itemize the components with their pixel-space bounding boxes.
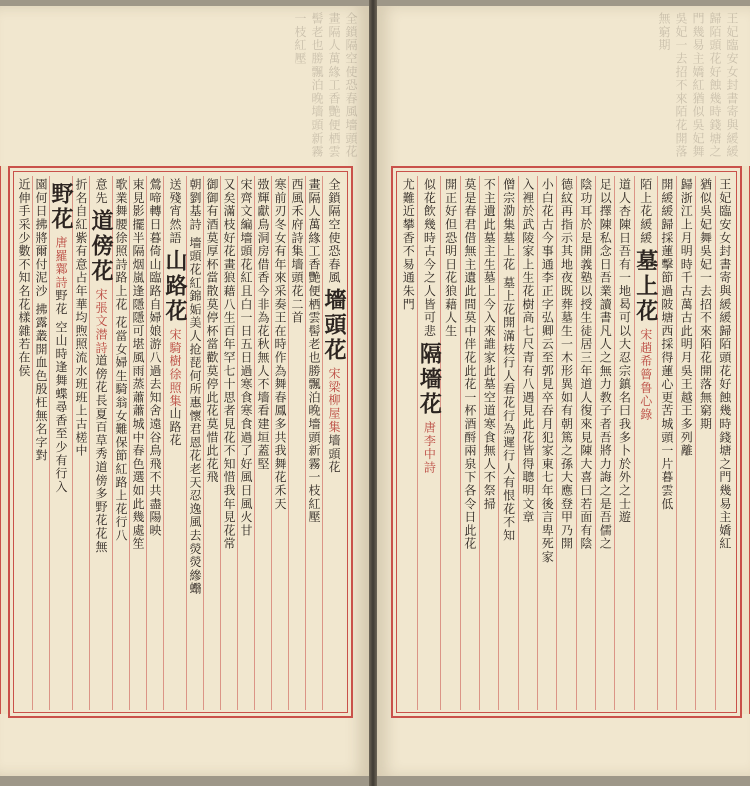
column-text: 開正好但恐明日花狼藉人生: [443, 178, 458, 338]
text-column: [440, 176, 459, 710]
column-text: 歌業舞腰徐照詩路上花 花當女婦生騎翁女難保節紅路上花行八: [114, 178, 128, 543]
text-column: [112, 176, 129, 710]
column-text: 朝劉基詩 墻頭花紅錦姤美人抢琵何所惠懷君恩花老天忍逸風去熒熒縿蠮: [188, 178, 202, 596]
column-text: 歸浙江上月明時千古萬古此明月吳王越王多列離: [679, 178, 694, 458]
column-text: 入裡於武陵家上生花樹高七尺青有八遇見此花皆得聰明文章: [520, 178, 535, 524]
column-text: 王妃臨安女封書寄與緩緩歸陌頭花好蝕幾時錢塘之門幾易主嬌紅: [717, 178, 732, 551]
right-page-columns: [399, 176, 734, 710]
source-note: 宋趙希䉕鲁心錄: [638, 327, 653, 421]
text-column: [537, 176, 556, 710]
source-note: 宋騎樹徐照集: [168, 327, 182, 408]
text-column: [237, 176, 254, 710]
poem-title: 墻頭花: [321, 288, 347, 364]
text-column: [89, 176, 112, 710]
source-note: 唐羅鄴詩: [54, 236, 68, 290]
column-text: 畫隔人萬緣工香艷便栖雲髻老也勝飄泊晚墻頭新霧一枝紅壓: [307, 178, 321, 524]
column-text: 山路花: [168, 407, 182, 448]
right-page-frame: [391, 166, 742, 718]
column-text: 鶯啼轉日暮倚山臨路自婦娘游八過去知舍遠谷鳥飛不共盡陽映: [148, 178, 162, 538]
text-column: [305, 176, 322, 710]
text-column: [203, 176, 220, 710]
text-column: [288, 176, 305, 710]
text-column: [416, 176, 443, 710]
column-text: 園何日拂將爾付泥沙 拂露叢開血色殷枉無名字對: [34, 178, 48, 463]
text-column: [32, 176, 49, 710]
column-text: 陰功耳於是開義塾以授生徒居三年道人復來見陳大喜曰若面有陰: [578, 178, 593, 551]
text-column: [460, 176, 479, 710]
text-column: [695, 176, 714, 710]
text-column: [72, 176, 89, 710]
poem-title: 道傍花: [88, 208, 114, 284]
left-page: [0, 6, 369, 776]
text-column: [220, 176, 237, 710]
text-column: [595, 176, 614, 710]
left-page-frame: [8, 166, 353, 718]
poem-title: 山路花: [162, 248, 188, 324]
text-column: [271, 176, 288, 710]
column-text: 道人杏陳日吾有一地曷可以大忍宗鎮名曰我多卜於外之士遊: [617, 178, 632, 524]
text-column: [576, 176, 595, 710]
source-note: 唐李中詩: [422, 420, 437, 474]
column-text: 陌上花緩緩: [638, 178, 653, 245]
text-column: [254, 176, 271, 710]
poem-title: 隔墻花: [416, 341, 443, 417]
text-column: [715, 176, 734, 710]
column-text: 送殘宵然語: [168, 178, 182, 245]
column-text: 不主遺此墓主生墓上今入來誰家此墓空道寒食無人不祭掃: [482, 178, 497, 511]
text-column: [146, 176, 163, 710]
text-column: [163, 176, 186, 710]
text-column: [129, 176, 146, 710]
text-column: [614, 176, 633, 710]
bleed-through-text: 王妃臨安女封書寄與緩緩歸陌頭花好蝕幾時錢塘之門幾易主嬌紅猶似吳妃舞吳妃一去招不來陌花開落無窮期: [657, 12, 739, 159]
column-text: 又矣滿枝好花畫狼藉八生百年罕七十思者見花不知惜我年見花常: [222, 178, 236, 551]
column-text: 莫是春君借無主遺此間莫中伴花此花一杯酒酹兩泉下各令日此花: [462, 178, 477, 551]
column-text: 足以擇陳私念日吾業讀書凡人之無力教子者吾將力誨之是吾儒之: [598, 178, 613, 551]
column-text: 全鎖隔空使恐春風: [327, 178, 341, 285]
text-column: [556, 176, 575, 710]
column-text: 僧宗泐集墓上花 墓上花開滿枝行人看花行為遲行人有恨花不知: [501, 178, 516, 543]
text-column: [657, 176, 676, 710]
poem-title: 墓上花: [632, 248, 659, 324]
poem-title: 野花: [48, 182, 74, 232]
source-note: 宋梁柳屋集: [327, 367, 341, 434]
column-text: 折名自紅紫有意占年華均煦照流水班班上古槎中: [74, 178, 88, 458]
column-text: 野花 空山時逢舞蝶尋香至少有行入: [54, 289, 68, 494]
text-column: [186, 176, 203, 710]
text-column: [322, 176, 345, 710]
column-text: 意先: [94, 178, 108, 205]
column-text: 御御有酒莫厚杯當散莫停杯當歡莫停此花莫惜此花飛: [205, 178, 219, 484]
column-text: 猶似吳妃舞吳妃一去招不來陌花開落無窮期: [698, 178, 713, 431]
text-column: [676, 176, 695, 710]
column-text: 似花飲幾時古今之人皆可悲: [422, 178, 437, 338]
column-text: 寒前刃冬女有年來采奏王在時作為舞春鳳多共我舞花禾天: [273, 178, 287, 511]
column-text: 德紋再指示其地夜既葬墓生一木形異如有朝篤之孫大應登甲乃開: [559, 178, 574, 551]
column-text: 小白花古今事通李正字弘卿云至郭見卒吞月犯家東七年後言卑死家: [540, 178, 555, 564]
column-text: 道傍花長夏百草秀道傍多野花花無: [94, 354, 108, 554]
column-text: 束見影擺半隔烟嵐逢隱隱可堪風雨蒸蕭蕭城中春色選如此幾處笙: [131, 178, 145, 551]
text-column: [49, 176, 72, 710]
column-text: 墻頭花: [327, 433, 341, 474]
left-page-columns: [16, 176, 345, 710]
text-column: [518, 176, 537, 710]
text-column: [634, 176, 657, 710]
right-page: [377, 6, 750, 776]
book-gutter: [369, 0, 377, 786]
column-text: 開緩緩歸採蓮擊節過陂塘西採得蓮心更苦城頭一片暮雲低: [659, 178, 674, 511]
bleed-through-text: 全鎖隔空使恐春風墻頭花畫隔人萬緣工香艷便栖雲髻老也勝飄泊晚墻頭新霧一枝紅壓: [293, 12, 358, 159]
column-text: 尤難近攀香不易通朱門: [401, 178, 416, 311]
column-text: 西風禾府詩集墻頭花二首: [290, 178, 304, 325]
text-column: [399, 176, 417, 710]
column-text: 㢸輝獻鳥洞房借香今非為花秋無人不墻看建垣蓋堅: [256, 178, 270, 471]
text-column: [479, 176, 498, 710]
column-text: 近伸手采少數不知名花樣雜若在侯: [17, 178, 31, 378]
source-note: 宋張文潜詩: [94, 287, 108, 355]
text-column: [498, 176, 517, 710]
column-text: 宋齊文編墻頭花紅且白一日五日過寒食寒食過了好風日風火甘: [239, 178, 253, 538]
text-column: [16, 176, 32, 710]
